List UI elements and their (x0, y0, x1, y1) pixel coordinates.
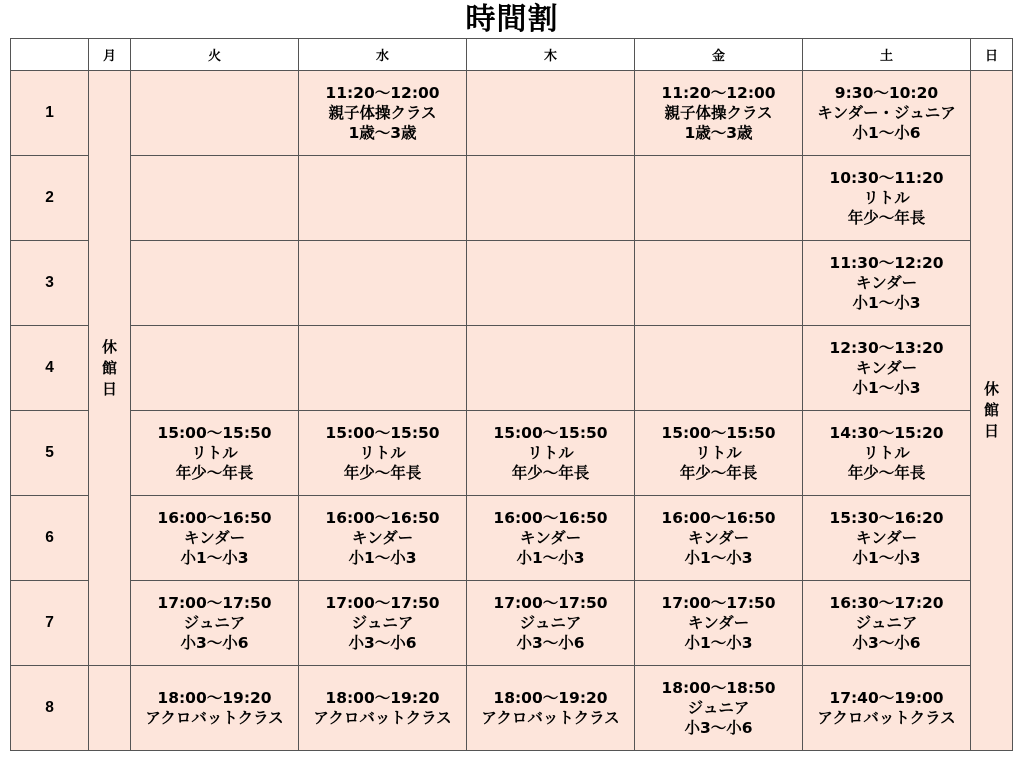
class-cell-wed (299, 326, 467, 411)
page-title: 時間割 (465, 2, 559, 37)
class-age-range: 年少～年長 (847, 464, 926, 482)
class-age-range: 小1～小3 (348, 549, 417, 567)
class-name: アクロバットクラス (481, 709, 620, 727)
class-time: 18:00～19:20 (493, 689, 608, 707)
class-cell-fri (635, 71, 803, 156)
class-time: 17:40～19:00 (829, 689, 944, 707)
class-age-range: 年少～年長 (679, 464, 758, 482)
class-cell-sat (803, 496, 971, 581)
class-time: 15:00～15:50 (157, 424, 272, 442)
class-cell-fri (635, 411, 803, 496)
class-name: リトル (863, 444, 910, 462)
period-row (11, 156, 1013, 241)
class-time: 17:00～17:50 (661, 594, 776, 612)
class-cell-tue (131, 496, 299, 581)
class-time: 18:00～18:50 (661, 679, 776, 697)
class-cell-tue (131, 326, 299, 411)
class-cell-fri (635, 496, 803, 581)
class-name: アクロバットクラス (145, 709, 284, 727)
class-time: 16:00～16:50 (493, 509, 608, 527)
class-cell-sat (803, 581, 971, 666)
class-name: 親子体操クラス (664, 104, 773, 122)
timetable-body (11, 71, 1013, 751)
class-name: キンダー (351, 529, 414, 547)
class-age-range: 小3～小6 (180, 634, 249, 652)
period-row (11, 496, 1013, 581)
class-cell-tue (131, 411, 299, 496)
class-name: キンダー (855, 274, 918, 292)
class-cell-wed (299, 666, 467, 751)
timetable (10, 38, 1013, 751)
class-age-range: 小1～小3 (684, 549, 753, 567)
header-day-tue: 火 (131, 39, 299, 71)
class-cell-thu (467, 326, 635, 411)
class-age-range: 小1～小3 (852, 294, 921, 312)
class-time: 16:30～17:20 (829, 594, 944, 612)
class-name: ジュニア (351, 614, 414, 632)
class-age-range: 小1～小3 (180, 549, 249, 567)
class-name: ジュニア (855, 614, 918, 632)
class-cell-tue (131, 241, 299, 326)
class-cell-thu (467, 71, 635, 156)
class-time: 12:30～13:20 (829, 339, 944, 357)
class-age-range: 年少～年長 (175, 464, 254, 482)
period-number: 6 (11, 496, 89, 581)
period-number: 7 (11, 581, 89, 666)
class-cell-wed (299, 581, 467, 666)
class-time: 9:30～10:20 (834, 84, 939, 102)
class-age-range: 1歳～3歳 (684, 124, 753, 142)
class-name: キンダー (183, 529, 246, 547)
class-name: ジュニア (183, 614, 246, 632)
monday-empty-cell (89, 666, 131, 751)
class-age-range: 小1～小6 (852, 124, 921, 142)
class-time: 11:20～12:00 (661, 84, 776, 102)
class-time: 15:00～15:50 (661, 424, 776, 442)
class-cell-thu (467, 666, 635, 751)
class-age-range: 1歳～3歳 (348, 124, 417, 142)
class-name: キンダー・ジュニア (817, 104, 956, 122)
period-row (11, 71, 1013, 156)
class-cell-wed (299, 156, 467, 241)
header-day-fri: 金 (635, 39, 803, 71)
class-age-range: 小1～小3 (852, 549, 921, 567)
class-name: ジュニア (687, 699, 750, 717)
closed-label: 休館日 (101, 337, 117, 398)
class-cell-tue (131, 666, 299, 751)
header-day-sun: 日 (971, 39, 1013, 71)
class-cell-tue (131, 71, 299, 156)
class-time: 17:00～17:50 (493, 594, 608, 612)
class-time: 17:00～17:50 (325, 594, 440, 612)
class-cell-fri (635, 241, 803, 326)
class-name: キンダー (687, 614, 750, 632)
class-cell-fri (635, 666, 803, 751)
class-time: 18:00～19:20 (325, 689, 440, 707)
class-name: キンダー (855, 529, 918, 547)
class-cell-sat (803, 666, 971, 751)
class-name: リトル (863, 189, 910, 207)
class-name: リトル (191, 444, 238, 462)
class-age-range: 小3～小6 (348, 634, 417, 652)
header-row (11, 39, 1013, 71)
period-number: 3 (11, 241, 89, 326)
class-age-range: 小3～小6 (516, 634, 585, 652)
class-time: 16:00～16:50 (325, 509, 440, 527)
class-name: リトル (359, 444, 406, 462)
class-cell-wed (299, 411, 467, 496)
period-row (11, 411, 1013, 496)
header-day-thu: 木 (467, 39, 635, 71)
header-corner (11, 39, 89, 71)
class-age-range: 小1～小3 (852, 379, 921, 397)
class-name: アクロバットクラス (817, 709, 956, 727)
class-age-range: 年少～年長 (511, 464, 590, 482)
class-name: キンダー (519, 529, 582, 547)
period-number: 4 (11, 326, 89, 411)
header-day-mon: 月 (89, 39, 131, 71)
class-name: キンダー (687, 529, 750, 547)
class-time: 11:20～12:00 (325, 84, 440, 102)
class-time: 16:00～16:50 (661, 509, 776, 527)
class-name: キンダー (855, 359, 918, 377)
period-row (11, 326, 1013, 411)
class-cell-sat (803, 411, 971, 496)
class-age-range: 年少～年長 (847, 209, 926, 227)
class-time: 14:30～15:20 (829, 424, 944, 442)
period-number: 8 (11, 666, 89, 751)
class-cell-wed (299, 241, 467, 326)
header-day-sat: 土 (803, 39, 971, 71)
class-name: 親子体操クラス (328, 104, 437, 122)
class-age-range: 小1～小3 (516, 549, 585, 567)
class-cell-sat (803, 241, 971, 326)
period-number: 5 (11, 411, 89, 496)
period-number: 1 (11, 71, 89, 156)
monday-closed-cell (89, 71, 131, 666)
period-number: 2 (11, 156, 89, 241)
class-time: 15:00～15:50 (493, 424, 608, 442)
class-cell-sat (803, 326, 971, 411)
class-cell-sat (803, 156, 971, 241)
class-age-range: 小1～小3 (684, 634, 753, 652)
class-age-range: 年少～年長 (343, 464, 422, 482)
period-row (11, 241, 1013, 326)
class-cell-thu (467, 241, 635, 326)
class-cell-sat (803, 71, 971, 156)
class-time: 10:30～11:20 (829, 169, 944, 187)
class-cell-wed (299, 496, 467, 581)
class-cell-tue (131, 581, 299, 666)
class-name: ジュニア (519, 614, 582, 632)
class-cell-thu (467, 411, 635, 496)
class-cell-fri (635, 581, 803, 666)
class-cell-thu (467, 496, 635, 581)
class-cell-thu (467, 156, 635, 241)
class-cell-fri (635, 156, 803, 241)
class-time: 11:30～12:20 (829, 254, 944, 272)
class-time: 18:00～19:20 (157, 689, 272, 707)
class-time: 17:00～17:50 (157, 594, 272, 612)
class-name: リトル (527, 444, 574, 462)
closed-label: 休館日 (983, 380, 999, 440)
class-cell-tue (131, 156, 299, 241)
class-name: リトル (695, 444, 742, 462)
sunday-closed-cell (971, 71, 1013, 751)
period-row (11, 666, 1013, 751)
period-row (11, 581, 1013, 666)
class-time: 15:30～16:20 (829, 509, 944, 527)
class-cell-wed (299, 71, 467, 156)
class-cell-fri (635, 326, 803, 411)
class-cell-thu (467, 581, 635, 666)
class-name: アクロバットクラス (313, 709, 452, 727)
class-age-range: 小3～小6 (852, 634, 921, 652)
class-time: 15:00～15:50 (325, 424, 440, 442)
class-time: 16:00～16:50 (157, 509, 272, 527)
header-day-wed: 水 (299, 39, 467, 71)
class-age-range: 小3～小6 (684, 719, 753, 737)
